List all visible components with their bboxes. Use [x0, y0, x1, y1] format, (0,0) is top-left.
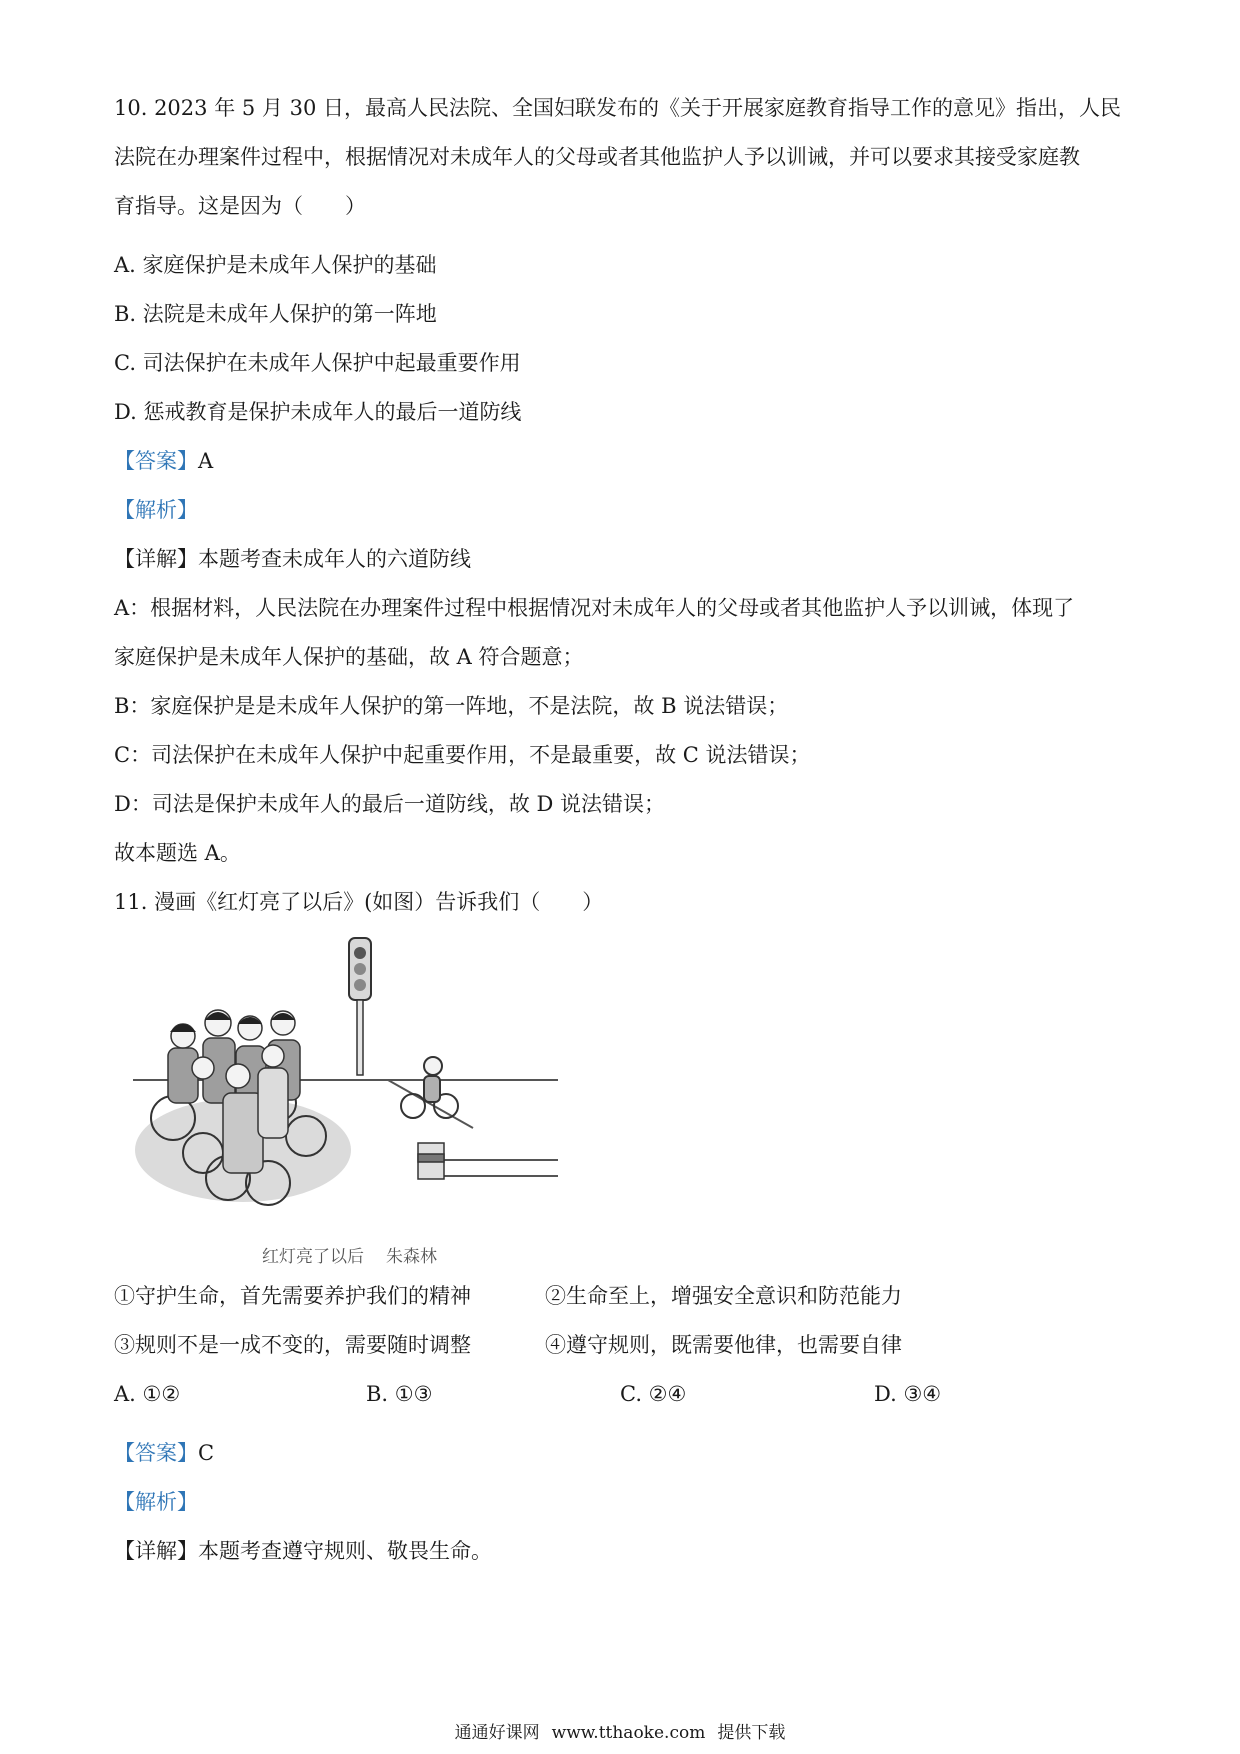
q10-stem-line-2: 法院在办理案件过程中，根据情况对未成年人的父母或者其他监护人予以训诫，并可以要求其接受家庭教	[114, 145, 1080, 169]
q11-choice-d: D. ③④	[874, 1382, 942, 1406]
q11-choice-b: B. ①③	[366, 1382, 433, 1406]
q10-detail	[114, 545, 471, 573]
q11-statement-1: ①守护生命，首先需要养护我们的精神	[114, 1284, 471, 1308]
q10-explanation-line-5: D：司法是保护未成年人的最后一道防线，故 D 说法错误；	[114, 792, 666, 816]
footer-suffix: 提供下载	[717, 1723, 786, 1743]
comic-caption	[262, 1242, 459, 1267]
q10-stem-line-1: 10. 2023 年 5 月 30 日，最高人民法院、全国妇联发布的《关于开展家庭教育指导工作的意见》指出，人民	[114, 96, 1121, 120]
footer-site-name: 通通好课网	[454, 1723, 540, 1743]
q10-stem-line-3: 育指导。这是因为（ ）	[114, 194, 366, 218]
q11-detail	[114, 1537, 492, 1565]
footer-url[interactable]: www.tthaoke.com	[551, 1723, 706, 1743]
q11-detail-text: 本题考查遵守规则、敬畏生命。	[198, 1539, 492, 1563]
q11-statement-3: ③规则不是一成不变的，需要随时调整	[114, 1333, 471, 1357]
q10-explanation-line-6: 故本题选 A。	[114, 841, 241, 865]
q10-answer-label: 【答案】	[114, 449, 198, 473]
q10-explanation-line-4: C：司法保护在未成年人保护中起重要作用，不是最重要，故 C 说法错误；	[114, 743, 811, 767]
q11-stem: 11. 漫画《红灯亮了以后》(如图）告诉我们（ ）	[114, 890, 604, 914]
q10-answer-value: A	[198, 449, 214, 473]
q10-explanation-line-3: B：家庭保护是是未成年人保护的第一阵地，不是法院，故 B 说法错误；	[114, 694, 789, 718]
q10-analysis-label: 【解析】	[114, 498, 198, 522]
q10-option-b: B. 法院是未成年人保护的第一阵地	[114, 302, 437, 326]
q10-detail-label: 【详解】	[114, 547, 198, 571]
comic-caption-author: 朱森林	[386, 1247, 437, 1267]
q11-answer-label: 【答案】	[114, 1441, 198, 1465]
q10-option-d: D. 惩戒教育是保护未成年人的最后一道防线	[114, 400, 522, 424]
q10-explanation-line-2: 家庭保护是未成年人保护的基础，故 A 符合题意；	[114, 645, 584, 669]
q10-detail-text: 本题考查未成年人的六道防线	[198, 547, 471, 571]
q11-statement-4: ④遵守规则，既需要他律，也需要自律	[545, 1333, 902, 1357]
q11-choice-c: C. ②④	[620, 1382, 687, 1406]
q10-option-a: A. 家庭保护是未成年人保护的基础	[114, 253, 437, 277]
page-footer	[0, 1718, 1240, 1743]
comic-caption-title: 红灯亮了以后	[262, 1247, 364, 1267]
q11-statement-2: ②生命至上，增强安全意识和防范能力	[545, 1284, 902, 1308]
q11-detail-label: 【详解】	[114, 1539, 198, 1563]
q11-answer-value: C	[198, 1441, 215, 1465]
q10-answer	[114, 447, 213, 475]
q10-explanation-line-1: A：根据材料，人民法院在办理案件过程中根据情况对未成年人的父母或者其他监护人予以训诫，体现了	[114, 596, 1075, 620]
q11-choice-a: A. ①②	[114, 1382, 181, 1406]
q11-analysis-label: 【解析】	[114, 1490, 198, 1514]
traffic-light-icon	[349, 938, 371, 1075]
comic-illustration	[128, 928, 568, 1228]
q10-option-c: C. 司法保护在未成年人保护中起最重要作用	[114, 351, 521, 375]
q11-answer	[114, 1439, 214, 1467]
